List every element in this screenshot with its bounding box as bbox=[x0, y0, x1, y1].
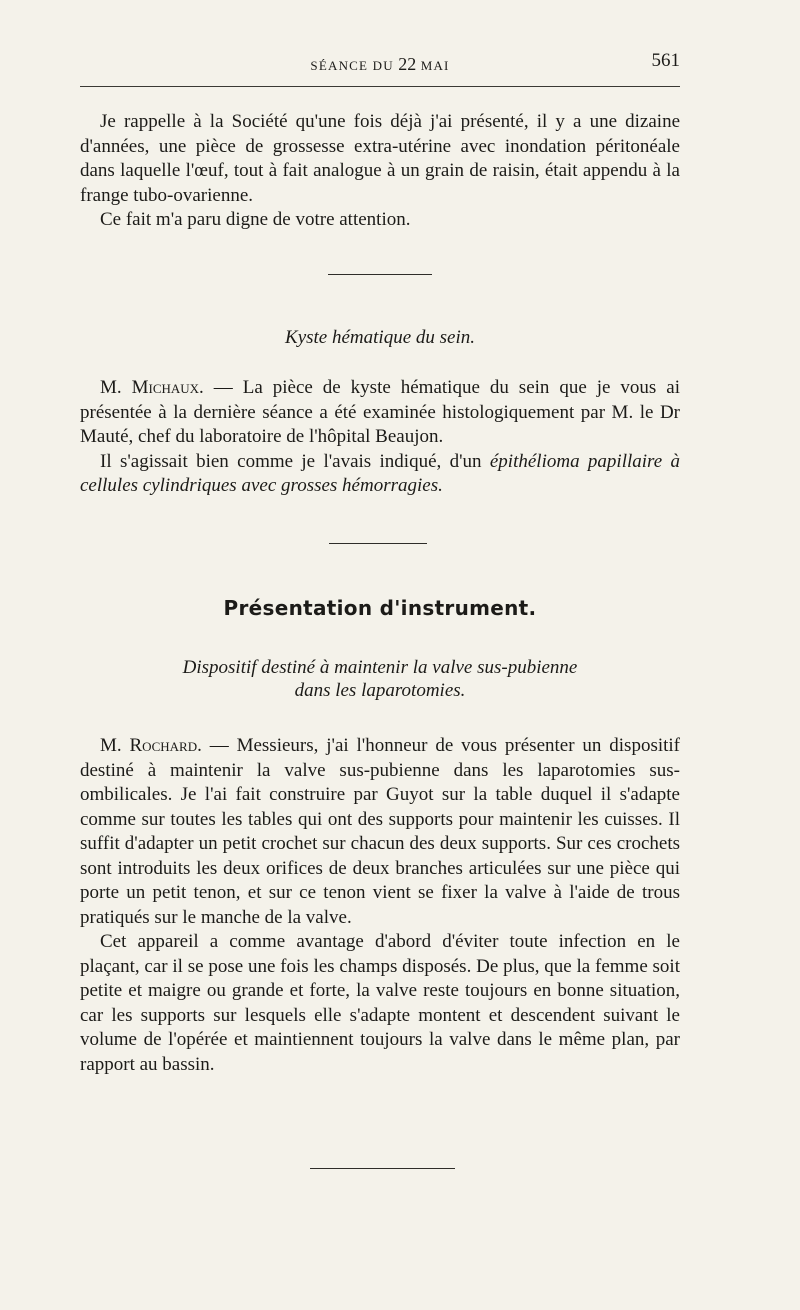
instrument-text bbox=[80, 734, 680, 1077]
running-title-day: 22 bbox=[398, 54, 417, 74]
separator-rule bbox=[329, 543, 427, 544]
running-title-month: MAI bbox=[420, 58, 450, 73]
intro-text bbox=[80, 110, 680, 233]
page-number: 561 bbox=[651, 50, 680, 71]
header-rule bbox=[80, 86, 680, 87]
kyste-paragraph-2: Il s'agissait bien comme je l'avais indiqué, d'un épithélioma papillaire à cellules cylindriques avec grosses hémorragies. bbox=[80, 450, 680, 496]
kyste-text bbox=[80, 376, 680, 499]
instrument-subtitle bbox=[80, 656, 680, 702]
kyste-title: Kyste hématique du sein. bbox=[285, 327, 475, 348]
speaker-michaux: M. Michaux. bbox=[100, 377, 204, 398]
kyste-paragraph-1: M. Michaux. — La pièce de kyste hématique du sein que je vous ai présentée à la dernière séance a été examinée histologiquement par M. le Dr Mauté, chef du laboratoire de l'hôpital Beaujon. bbox=[80, 377, 680, 447]
separator-rule bbox=[328, 274, 432, 275]
intro-paragraph-1: Je rappelle à la Société qu'une fois déjà j'ai présenté, il y a une dizaine d'années, une pièce de grossesse extra-utérine avec inondation péritonéale dans laquelle l'œuf, tout à fait analogue à un grain de raisin, était appendu à la frange tubo-ovarienne. bbox=[80, 111, 680, 206]
intro-paragraph-2: Ce fait m'a paru digne de votre attention. bbox=[100, 209, 411, 230]
running-title bbox=[80, 54, 680, 75]
instrument-paragraph-1: M. Rochard. — Messieurs, j'ai l'honneur de vous présenter un dispositif destiné à maintenir la valve sus-pubienne dans les laparotomies sus-ombilicales. Je l'ai fait construire par Guyot sur la table duquel il s'adapte comme sur toutes les tables qui ont des supports pour maintenir les cuisses. Il suffit d'adapter un petit crochet sur chacun des deux supports. Sur ces crochets sont introduits les deux orifices de deux branches articulées sur une pièce qui porte un petit tenon, et sur ce tenon vient se fixer la valve à l'aide de trous pratiqués sur le manche de la valve. bbox=[80, 735, 681, 928]
subtitle-line-1: Dispositif destiné à maintenir la valve sus-pubienne bbox=[182, 657, 578, 678]
instrument-paragraph-2: Cet appareil a comme avantage d'abord d'éviter toute infection en le plaçant, car il se pose une fois les champs disposés. De plus, que la femme soit petite et maigre ou grande et forte, la valve reste toujours en bonne situation, car les supports sur lesquels elle s'adapte montent et descendent suivant le volume de l'opérée et maintiennent toujours la valve dans le même plan, par rapport au bassin. bbox=[80, 931, 680, 1075]
page-header bbox=[80, 50, 680, 74]
section-title: Présentation d'instrument. bbox=[223, 596, 537, 620]
subtitle-line-2: dans les laparotomies. bbox=[294, 680, 466, 701]
running-title-prefix: SÉANCE DU bbox=[310, 58, 394, 73]
speaker-rochard: M. Rochard. bbox=[100, 735, 202, 756]
separator-rule bbox=[310, 1168, 455, 1169]
